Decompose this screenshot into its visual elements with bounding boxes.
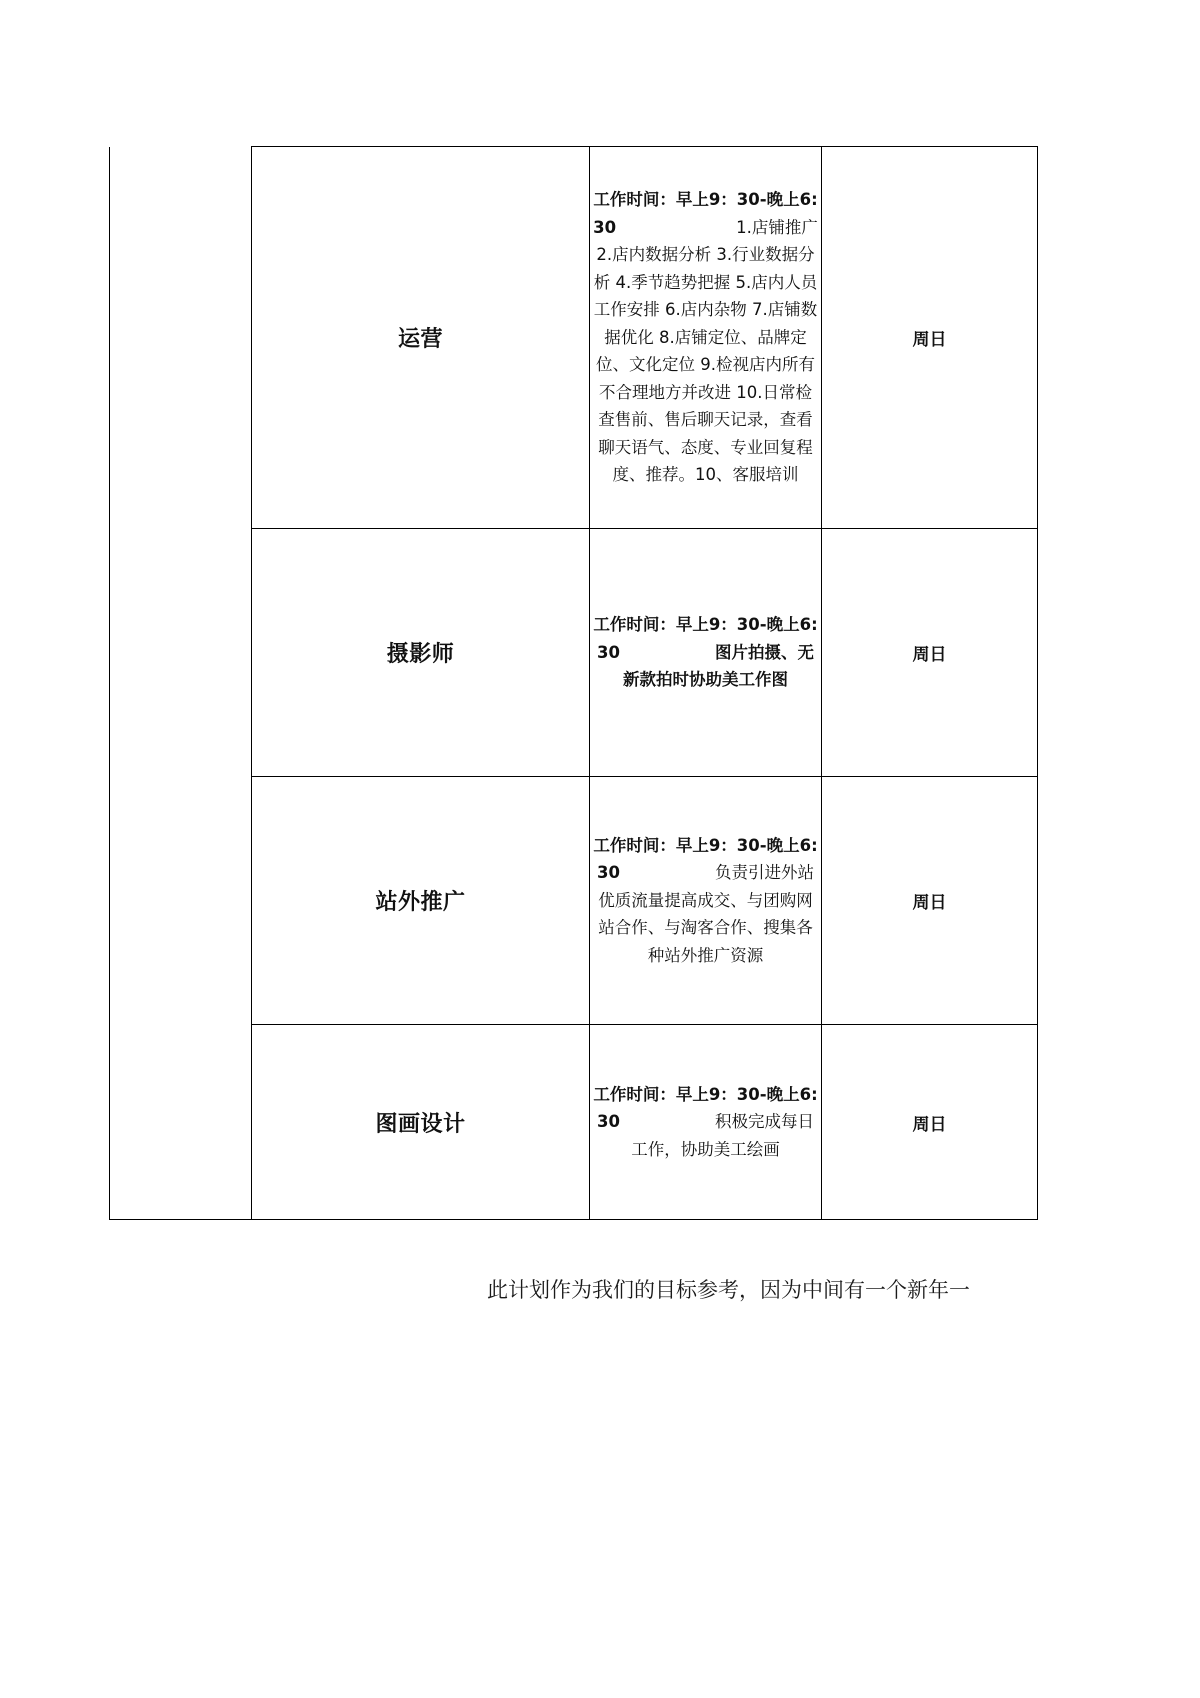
duty-cell xyxy=(590,147,822,529)
role-cell xyxy=(252,147,590,529)
duty-description xyxy=(593,186,818,489)
table-row xyxy=(110,147,1038,529)
role-cell xyxy=(252,777,590,1025)
work-time: 工作时间：早上9：30-晚上6:30 xyxy=(593,615,818,662)
rest-day-cell xyxy=(822,529,1038,777)
role-cell xyxy=(252,1025,590,1220)
rest-day: 周日 xyxy=(912,330,947,350)
role-name: 站外推广 xyxy=(375,890,466,915)
role-name: 图画设计 xyxy=(375,1111,466,1137)
footer-paragraph: 此计划作为我们的目标参考，因为中间有一个新年一 xyxy=(487,1278,970,1302)
rest-day-cell xyxy=(822,1025,1038,1220)
duty-text: 积极完成每日工作，协助美工绘画 xyxy=(631,1112,814,1159)
role-name: 运营 xyxy=(397,327,443,352)
work-time: 工作时间：早上9：30-晚上6:30 xyxy=(593,1084,818,1132)
rest-day-cell xyxy=(822,777,1038,1025)
staff-schedule-table xyxy=(109,146,1038,1220)
duty-description xyxy=(593,832,818,970)
duty-cell xyxy=(590,529,822,777)
role-name: 摄影师 xyxy=(386,642,455,667)
department-cell xyxy=(110,147,252,1220)
duty-text: 图片拍摄、无新款拍时协助美工作图 xyxy=(623,642,814,690)
role-cell xyxy=(252,529,590,777)
rest-day: 周日 xyxy=(912,1114,947,1135)
rest-day: 周日 xyxy=(912,645,947,665)
duty-description xyxy=(593,1081,818,1164)
duty-cell xyxy=(590,777,822,1025)
duty-text: 负责引进外站优质流量提高成交、与团购网站合作、与淘客合作、搜集各种站外推广资源 xyxy=(598,863,814,965)
rest-day-cell xyxy=(822,147,1038,529)
work-time: 工作时间：早上9：30-晚上6:30 xyxy=(593,190,818,237)
work-time: 工作时间：早上9：30-晚上6:30 xyxy=(593,835,818,883)
duty-text: 1.店铺推广 2.店内数据分析 3.行业数据分析 4.季节趋势把握 5.店内人员工作安排 6.店内杂物 7.店铺数据优化 8.店铺定位、品牌定位、文化定位 9.检视店内所有不合理地方并改进 10.日常检查售前、售后聊天记录，查看聊天语气、态度、专业回复程度、推荐。10、客服培训 xyxy=(593,217,818,485)
duty-description xyxy=(593,611,818,694)
rest-day: 周日 xyxy=(912,893,947,913)
duty-cell xyxy=(590,1025,822,1220)
